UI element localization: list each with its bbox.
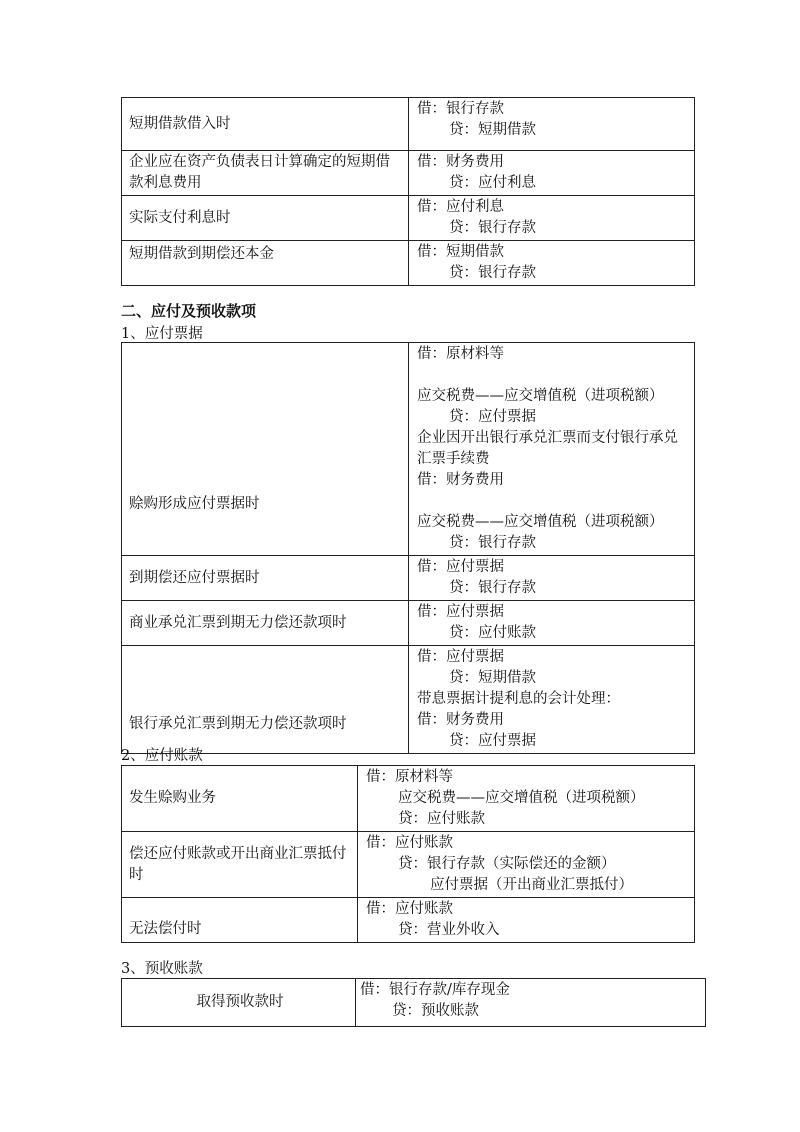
journal-entry bbox=[409, 343, 695, 556]
row-description: 短期借款到期偿还本金 bbox=[122, 241, 409, 286]
journal-entry bbox=[358, 766, 695, 832]
entry-line: 贷：应付利息 bbox=[449, 175, 536, 191]
entry-line: 贷：预收账款 bbox=[392, 1003, 479, 1019]
journal-entry bbox=[409, 646, 695, 754]
journal-entry bbox=[358, 832, 695, 898]
row-description bbox=[122, 151, 409, 196]
entry-line: 借：应付账款 bbox=[366, 835, 453, 851]
table-row bbox=[122, 241, 695, 286]
entry-line: 贷：短期借款 bbox=[449, 122, 536, 138]
journal-entry bbox=[409, 196, 695, 241]
row-description-text: 偿还应付账款或开出商业汇票抵付时 bbox=[129, 845, 347, 883]
journal-entry bbox=[358, 898, 695, 943]
entry-line: 借：原材料等 bbox=[366, 769, 453, 785]
row-description: 实际支付利息时 bbox=[122, 196, 409, 241]
advance-receipts-table bbox=[121, 978, 706, 1027]
row-description: 到期偿还应付票据时 bbox=[122, 556, 409, 601]
entry-line: 带息票据计提利息的会计处理： bbox=[417, 691, 620, 707]
entry-line: 借：银行存款 bbox=[417, 101, 504, 117]
entry-line: 借：应付票据 bbox=[417, 604, 504, 620]
entry-line: 贷：应付账款 bbox=[398, 811, 485, 827]
journal-entry bbox=[409, 98, 695, 151]
journal-entry bbox=[409, 151, 695, 196]
journal-entry bbox=[409, 556, 695, 601]
journal-entry bbox=[356, 979, 706, 1027]
row-description: 取得预收款时 bbox=[122, 979, 356, 1027]
journal-entry bbox=[409, 601, 695, 646]
entry-line: 借：应付利息 bbox=[417, 199, 504, 215]
table-row bbox=[122, 832, 695, 898]
entry-line: 借：短期借款 bbox=[417, 244, 504, 260]
entry-line: 贷：银行存款 bbox=[449, 220, 536, 236]
short-term-loan-table bbox=[121, 97, 695, 286]
entry-line: 借：银行存款/库存现金 bbox=[360, 982, 510, 998]
table-row bbox=[122, 646, 695, 754]
notes-payable-table bbox=[121, 342, 695, 754]
entry-line bbox=[417, 491, 690, 533]
row-description bbox=[122, 832, 358, 898]
table-row bbox=[122, 98, 695, 151]
entry-line bbox=[417, 365, 690, 407]
entry-line: 借：财务费用 bbox=[417, 154, 504, 170]
table-row bbox=[122, 601, 695, 646]
entry-line: 贷：银行存款（实际偿还的金额） bbox=[398, 856, 616, 872]
row-description: 短期借款借入时 bbox=[122, 98, 409, 151]
entry-line: 贷：营业外收入 bbox=[398, 922, 500, 938]
subsection-heading: 1、应付票据 bbox=[121, 326, 203, 342]
table-row bbox=[122, 196, 695, 241]
entry-line: 贷：应付票据 bbox=[449, 733, 536, 749]
row-description: 赊购形成应付票据时 bbox=[122, 343, 409, 556]
entry-line: 借：财务费用 bbox=[417, 712, 504, 728]
subsection-heading: 3、预收账款 bbox=[121, 961, 203, 977]
accounts-payable-table bbox=[121, 765, 695, 943]
entry-line: 贷：银行存款 bbox=[449, 535, 536, 551]
entry-line: 企业因开出银行承兑汇票而支付银行承兑汇票手续费 bbox=[417, 430, 678, 467]
entry-line: 借：原材料等 bbox=[417, 346, 504, 362]
row-description: 无法偿付时 bbox=[122, 898, 358, 943]
entry-line: 贷：短期借款 bbox=[449, 670, 536, 686]
entry-line: 贷：应付票据 bbox=[449, 409, 536, 425]
table-row bbox=[122, 151, 695, 196]
entry-line: 贷：银行存款 bbox=[449, 265, 536, 281]
entry-line-text: 应交税费——应交增值税（进项税额） bbox=[417, 514, 664, 530]
table-row bbox=[122, 766, 695, 832]
row-description-text: 企业应在资产负债表日计算确定的短期借款利息费用 bbox=[129, 154, 390, 191]
entry-line: 应交税费——应交增值税（进项税额） bbox=[398, 790, 645, 806]
entry-line: 贷：应付账款 bbox=[449, 625, 536, 641]
entry-line: 借：财务费用 bbox=[417, 472, 504, 488]
table-row bbox=[122, 898, 695, 943]
table-row bbox=[122, 979, 706, 1027]
entry-line: 贷：银行存款 bbox=[449, 580, 536, 596]
table-row bbox=[122, 556, 695, 601]
entry-line: 借：应付账款 bbox=[366, 901, 453, 917]
subsection-heading: 2、应付账款 bbox=[121, 748, 203, 764]
section-heading: 二、应付及预收款项 bbox=[121, 302, 257, 320]
entry-line: 借：应付票据 bbox=[417, 649, 504, 665]
entry-line: 借：应付票据 bbox=[417, 559, 504, 575]
row-description: 银行承兑汇票到期无力偿还款项时 bbox=[122, 646, 409, 754]
row-description: 发生赊购业务 bbox=[122, 766, 358, 832]
table-row bbox=[122, 343, 695, 556]
journal-entry bbox=[409, 241, 695, 286]
row-description: 商业承兑汇票到期无力偿还款项时 bbox=[122, 601, 409, 646]
entry-line-text: 应交税费——应交增值税（进项税额） bbox=[417, 388, 664, 404]
entry-line: 应付票据（开出商业汇票抵付） bbox=[430, 877, 633, 893]
